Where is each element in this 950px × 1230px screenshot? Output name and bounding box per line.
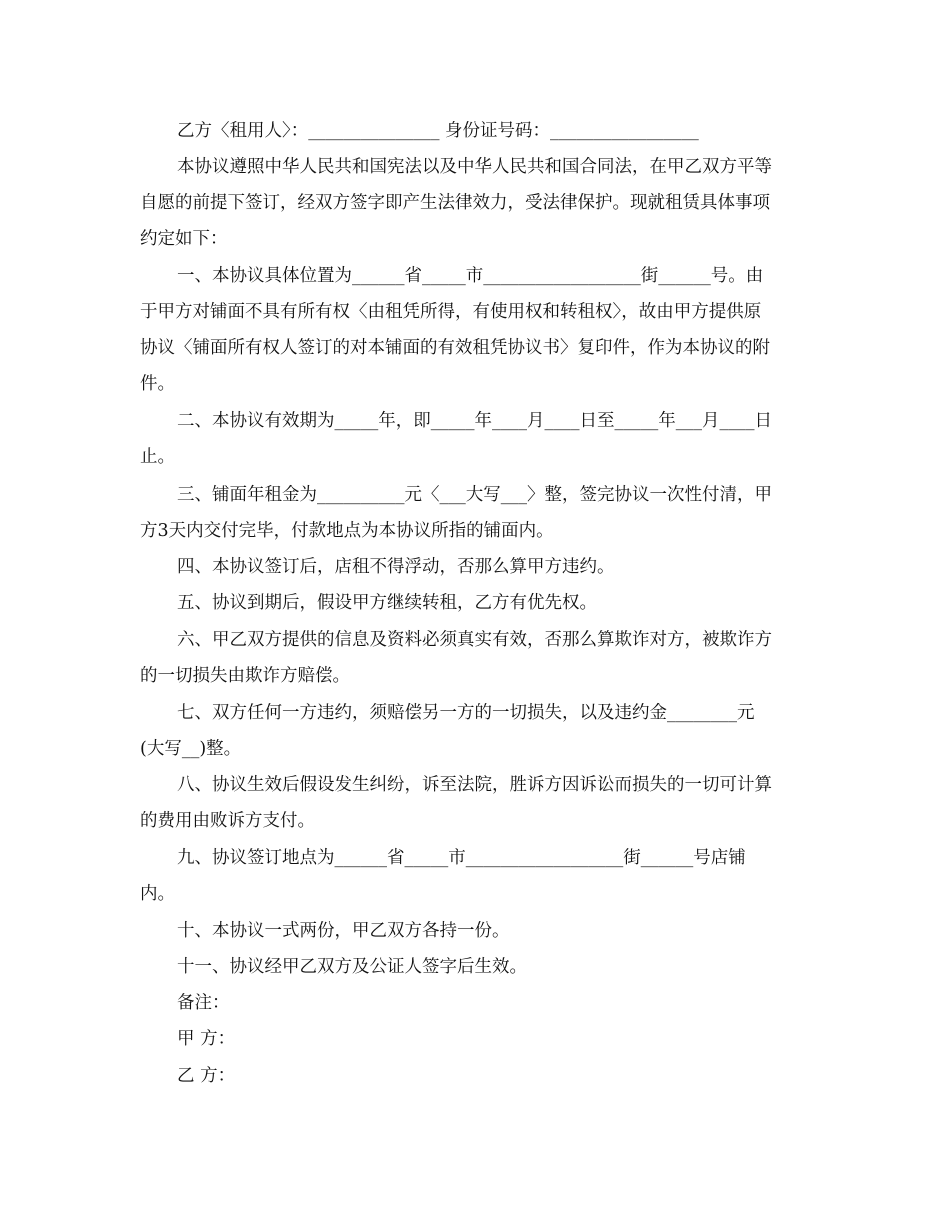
clause-5-line: 五、协议到期后，假设甲方继续转租，乙方有优先权。 (177, 593, 597, 613)
preamble-line-2: 自愿的前提下签订，经双方签字即产生法律效力，受法律保护。现就租赁具体事项 (140, 193, 770, 213)
clause-6-line-1: 六、甲乙双方提供的信息及资料必须真实有效，否那么算欺诈对方，被欺诈方 (177, 630, 772, 650)
party-b-line: 乙方〈租用人〉：_______________ 身份证号码：_________________ (177, 121, 699, 141)
clause-10-line: 十、本协议一式两份，甲乙双方各持一份。 (177, 921, 510, 941)
clause-1-line-3: 协议〈铺面所有权人签订的对本铺面的有效租凭协议书〉复印件，作为本协议的附 (140, 338, 770, 358)
clause-9-line-2: 内。 (140, 884, 175, 904)
clause-11-line: 十一、协议经甲乙双方及公证人签字后生效。 (177, 957, 527, 977)
clause-7-line-2: (大写__)整。 (140, 739, 242, 759)
clause-8-line-2: 的费用由败诉方支付。 (140, 811, 315, 831)
clause-1-line-2: 于甲方对铺面不具有所有权〈由租凭所得，有使用权和转租权〉，故由甲方提供原 (140, 302, 762, 322)
clause-9-line-1: 九、协议签订地点为______省_____市__________________街______号店铺 (177, 848, 746, 868)
clause-2-line-1: 二、本协议有效期为_____年，即_____年____月____日至_____年___月____日 (177, 411, 772, 431)
preamble-line-1: 本协议遵照中华人民共和国宪法以及中华人民共和国合同法，在甲乙双方平等 (177, 157, 772, 177)
clause-1-line-4: 件。 (140, 374, 175, 394)
preamble-line-3: 约定如下： (140, 229, 228, 249)
clause-3-line-2: 方3天内交付完毕，付款地点为本协议所指的铺面内。 (140, 521, 554, 541)
clause-4-line: 四、本协议签订后，店租不得浮动，否那么算甲方违约。 (177, 557, 615, 577)
clause-3-line-1: 三、铺面年租金为__________元〈___大写___〉整，签完协议一次性付清，甲 (177, 485, 772, 505)
clause-6-line-2: 的一切损失由欺诈方赔偿。 (140, 666, 350, 686)
party-b-signature-label: 乙 方： (177, 1066, 236, 1086)
clause-8-line-1: 八、协议生效后假设发生纠纷，诉至法院，胜诉方因诉讼而损失的一切可计算 (177, 775, 772, 795)
clause-1-line-1: 一、本协议具体位置为______省_____市__________________街______号。由 (177, 266, 764, 286)
party-a-signature-label: 甲 方： (177, 1029, 236, 1049)
clause-2-line-2: 止。 (140, 447, 175, 467)
clause-7-line-1: 七、双方任何一方违约，须赔偿另一方的一切损失，以及违约金________元 (177, 703, 755, 723)
remarks-label: 备注： (177, 993, 230, 1013)
